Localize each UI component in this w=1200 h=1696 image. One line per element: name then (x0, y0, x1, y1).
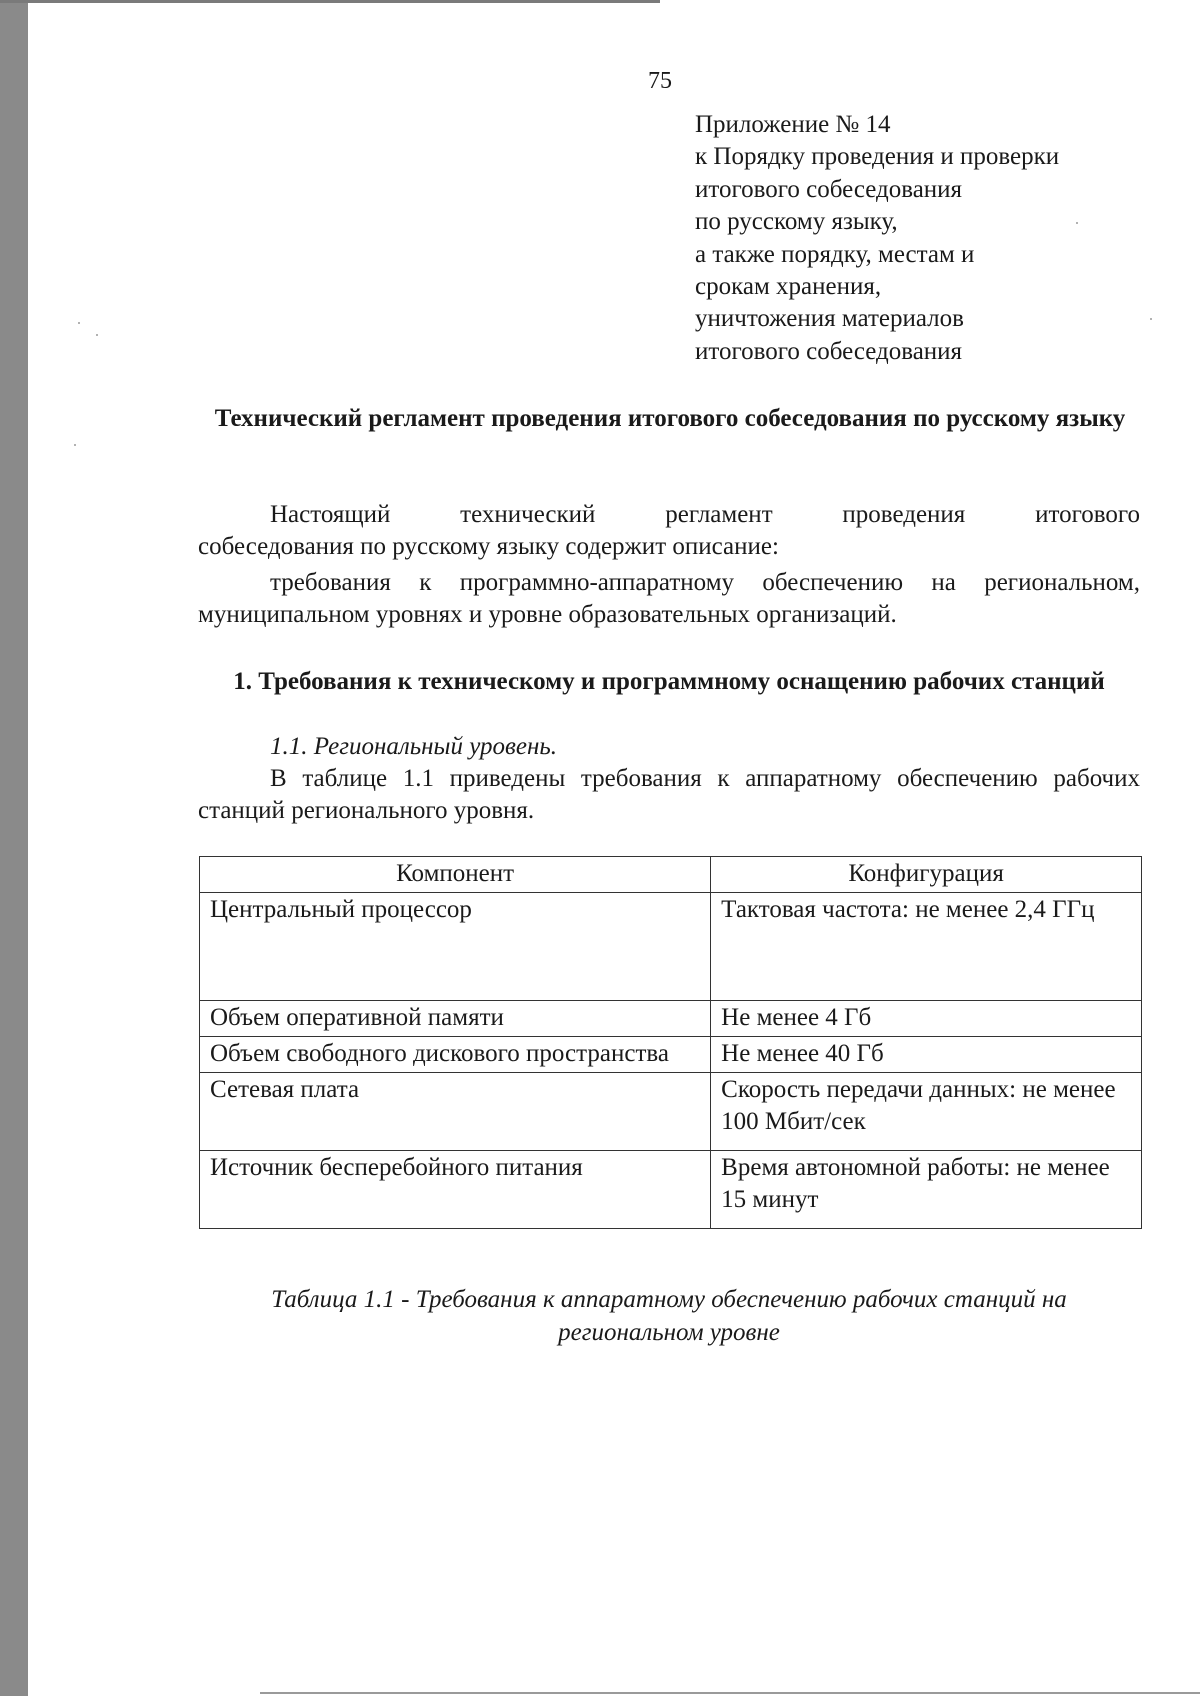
table-header-row (200, 857, 1142, 893)
table-cell-configuration: Время автономной работы: не менее 15 минут (711, 1151, 1142, 1229)
table-row (200, 893, 1142, 1001)
table-row (200, 1037, 1142, 1073)
document-title: Технический регламент проведения итогового собеседования по русскому языку (214, 405, 1126, 432)
scan-left-edge (0, 0, 28, 1696)
table-cell-component: Объем оперативной памяти (200, 1001, 711, 1037)
appendix-line: итогового собеседования (695, 175, 963, 203)
table-cell-configuration: Не менее 40 Гб (711, 1037, 1142, 1073)
section-description: В таблице 1.1 приведены требования к аппаратному обеспечению рабочих станций регионального уровня. (198, 765, 1140, 824)
scan-speck (1076, 222, 1078, 224)
table-row (200, 1073, 1142, 1151)
intro-line-first: Настоящий технический регламент проведения итогового (270, 501, 1140, 528)
intro-paragraph (198, 499, 1140, 531)
table-header-configuration: Конфигурация (711, 857, 1142, 893)
table-header-component: Компонент (200, 857, 711, 893)
subsection-title: 1.1. Региональный уровень. (270, 733, 557, 760)
table-caption: Таблица 1.1 - Требования к аппаратному обеспечению рабочих станций на региональном уровне (271, 1286, 1067, 1346)
table-cell-component: Центральный процессор (200, 893, 711, 1001)
appendix-line: по русскому языку, (695, 208, 898, 236)
appendix-line: уничтожения материалов (695, 305, 964, 333)
appendix-line: а также порядку, местам и (695, 240, 975, 268)
requirements-table (199, 856, 1142, 1229)
table-cell-component: Сетевая плата (200, 1073, 711, 1151)
appendix-reference (695, 109, 1059, 368)
table-cell-component: Источник бесперебойного питания (200, 1151, 711, 1229)
appendix-line: итогового собеседования (695, 337, 963, 365)
table-row (200, 1151, 1142, 1229)
table-cell-configuration: Тактовая частота: не менее 2,4 ГГц (711, 893, 1142, 1001)
scan-speck (78, 322, 80, 324)
appendix-line: срокам хранения, (695, 273, 882, 301)
scan-speck (74, 444, 76, 446)
scan-bottom-edge (260, 1692, 1200, 1694)
scan-speck (96, 334, 98, 336)
appendix-line: к Порядку проведения и проверки (695, 143, 1060, 171)
scan-speck (1150, 318, 1152, 320)
intro-line-second: собеседования по русскому языку содержит описание: (198, 533, 779, 560)
table-row (200, 1001, 1142, 1037)
table-cell-configuration: Скорость передачи данных: не менее 100 Мбит/сек (711, 1073, 1142, 1151)
scan-top-edge (0, 0, 660, 3)
table-cell-configuration: Не менее 4 Гб (711, 1001, 1142, 1037)
section-heading: 1. Требования к техническому и программному оснащению рабочих станций (233, 668, 1105, 695)
page-number: 75 (648, 68, 672, 94)
requirements-paragraph: требования к программно-аппаратному обеспечению на региональном, муниципальном уровнях и уровне образовательных организаций. (198, 569, 1140, 628)
table-cell-component: Объем свободного дискового пространства (200, 1037, 711, 1073)
appendix-line: Приложение № 14 (695, 111, 891, 138)
